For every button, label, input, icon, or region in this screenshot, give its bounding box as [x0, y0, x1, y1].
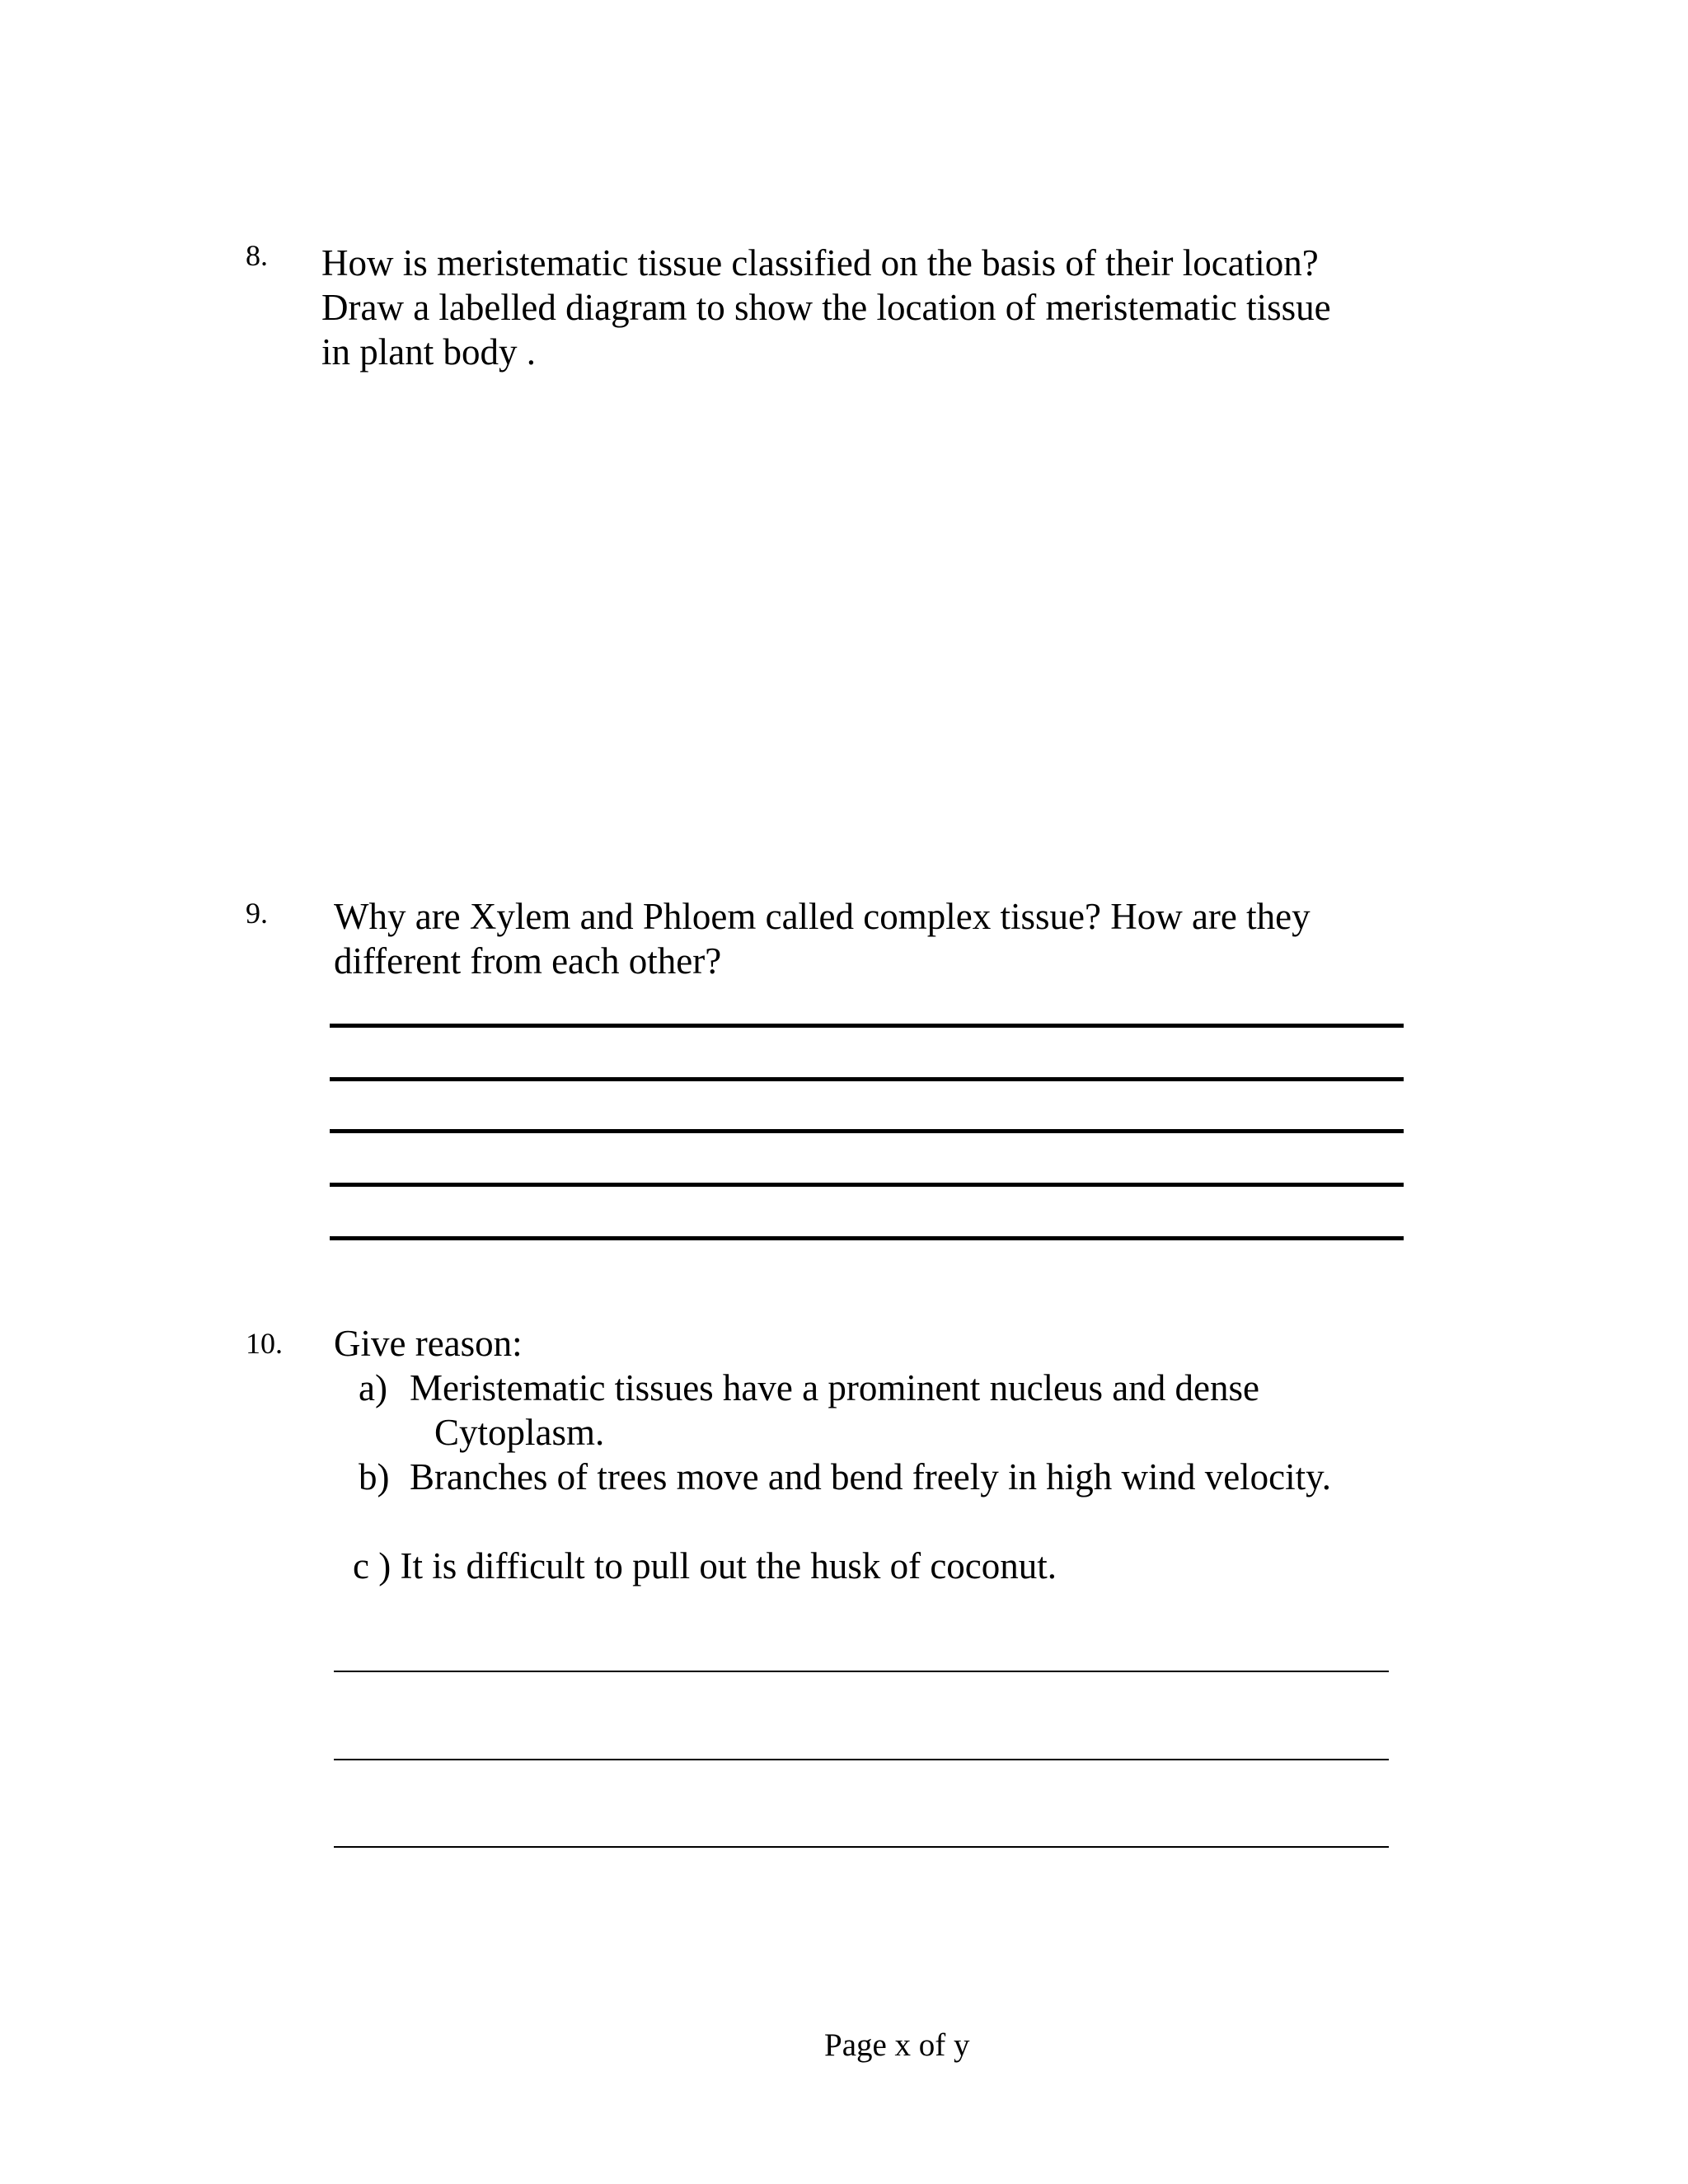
answer-line-q10-3[interactable]: [334, 1846, 1389, 1848]
question-9-number: 9.: [246, 897, 268, 930]
question-10-item-a-line-2: Cytoplasm.: [434, 1412, 605, 1453]
question-8-line-1: How is meristematic tissue classified on the basis of their location?: [321, 242, 1319, 284]
answer-line-q10-2[interactable]: [334, 1759, 1389, 1760]
question-10-number: 10.: [246, 1327, 283, 1360]
question-10-item-b-line-1: Branches of trees move and bend freely in high wind velocity.: [410, 1456, 1331, 1497]
answer-line-q9-3[interactable]: [330, 1129, 1404, 1133]
question-10-heading: Give reason:: [334, 1323, 523, 1364]
answer-line-q9-2[interactable]: [330, 1077, 1404, 1081]
answer-line-q9-4[interactable]: [330, 1183, 1404, 1187]
question-8-line-2: Draw a labelled diagram to show the location of meristematic tissue: [321, 287, 1331, 328]
question-10-item-a-marker: a): [359, 1367, 387, 1408]
question-10-item-a-line-1: Meristematic tissues have a prominent nucleus and dense: [410, 1367, 1259, 1408]
question-8-text: [321, 241, 1331, 374]
question-9-line-2: different from each other?: [334, 940, 722, 982]
question-10-item-c: c ) It is difficult to pull out the husk of coconut.: [353, 1545, 1057, 1586]
question-9-line-1: Why are Xylem and Phloem called complex tissue? How are they: [334, 896, 1311, 937]
question-8-number: 8.: [246, 239, 268, 272]
answer-line-q10-1[interactable]: [334, 1671, 1389, 1672]
question-9-text: [334, 894, 1311, 983]
answer-line-q9-5[interactable]: [330, 1236, 1404, 1240]
answer-line-q9-1[interactable]: [330, 1024, 1404, 1028]
question-10-item-b-marker: b): [359, 1456, 390, 1497]
question-8-line-3: in plant body .: [321, 331, 536, 373]
page-number-footer: Page x of y: [824, 2027, 970, 2063]
